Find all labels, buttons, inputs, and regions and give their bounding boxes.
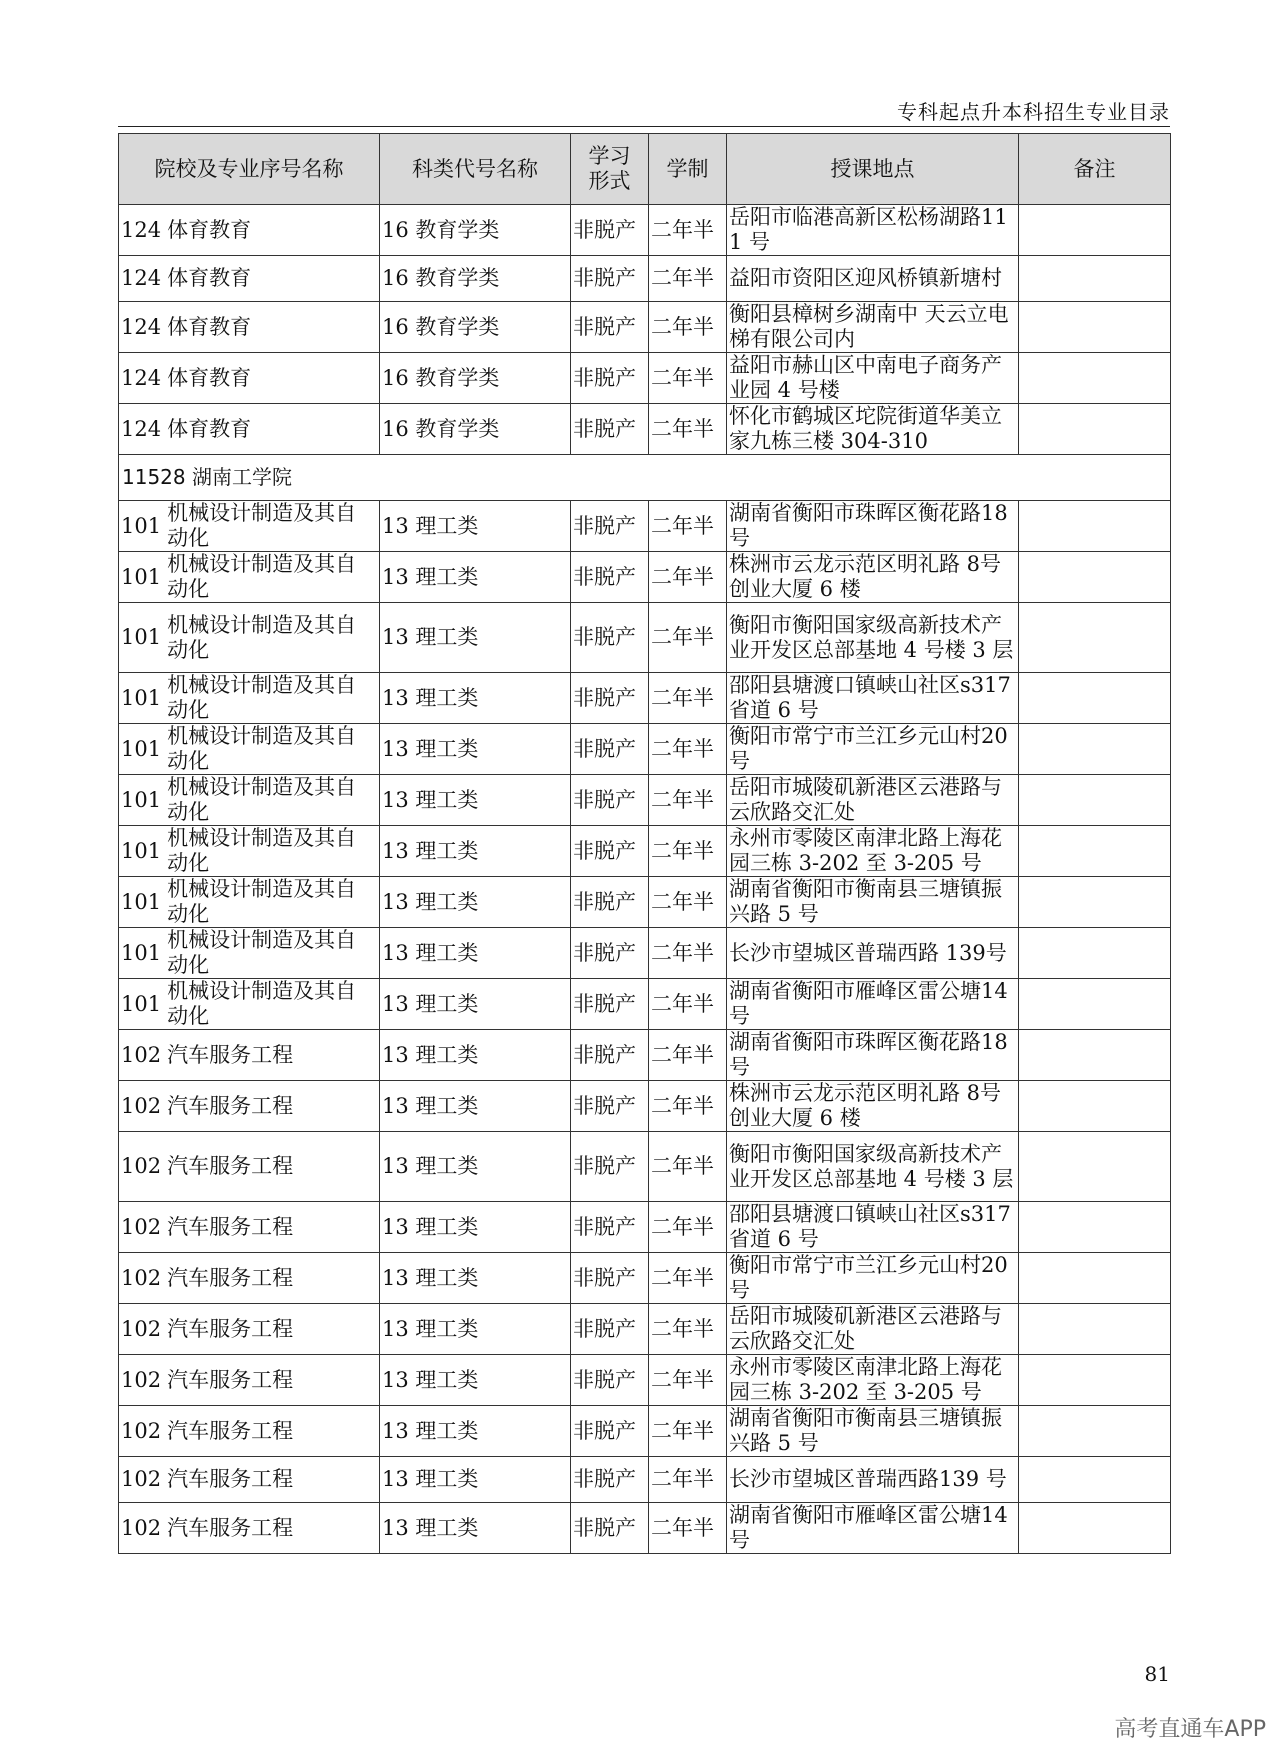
study-form-cell: 非脱产 bbox=[571, 1503, 649, 1554]
note-cell bbox=[1019, 877, 1171, 928]
duration-cell: 二年半 bbox=[649, 928, 727, 979]
study-form-cell: 非脱产 bbox=[571, 603, 649, 673]
major-name: 体育教育 bbox=[167, 416, 252, 441]
table-row bbox=[119, 1081, 1171, 1132]
running-title: 专科起点升本科招生专业目录 bbox=[897, 100, 1170, 124]
major-cell-content bbox=[121, 877, 377, 927]
major-cell bbox=[119, 205, 380, 256]
major-name: 汽车服务工程 bbox=[167, 1515, 294, 1540]
major-name: 机械设计制造及其自动化 bbox=[167, 724, 357, 773]
duration-cell: 二年半 bbox=[649, 1202, 727, 1253]
major-cell-content bbox=[121, 1094, 377, 1119]
major-cell bbox=[119, 673, 380, 724]
duration-cell: 二年半 bbox=[649, 256, 727, 302]
major-name: 机械设计制造及其自动化 bbox=[167, 979, 357, 1028]
category-cell: 16 教育学类 bbox=[380, 353, 571, 404]
note-cell bbox=[1019, 353, 1171, 404]
major-code: 102 bbox=[121, 1093, 162, 1118]
header-rule bbox=[118, 126, 1170, 127]
page-number: 81 bbox=[1144, 1662, 1170, 1686]
major-code: 102 bbox=[121, 1042, 162, 1067]
major-code: 102 bbox=[121, 1265, 162, 1290]
table-row bbox=[119, 552, 1171, 603]
major-cell bbox=[119, 928, 380, 979]
duration-cell: 二年半 bbox=[649, 673, 727, 724]
study-form-cell: 非脱产 bbox=[571, 302, 649, 353]
major-cell bbox=[119, 979, 380, 1030]
major-name: 汽车服务工程 bbox=[167, 1265, 294, 1290]
major-cell bbox=[119, 724, 380, 775]
duration-cell: 二年半 bbox=[649, 302, 727, 353]
note-cell bbox=[1019, 404, 1171, 455]
table-row bbox=[119, 1253, 1171, 1304]
location-cell: 邵阳县塘渡口镇峡山社区s317 省道 6 号 bbox=[727, 673, 1019, 724]
major-cell bbox=[119, 877, 380, 928]
duration-cell: 二年半 bbox=[649, 501, 727, 552]
study-form-cell: 非脱产 bbox=[571, 205, 649, 256]
category-cell: 13 理工类 bbox=[380, 1355, 571, 1406]
major-name: 汽车服务工程 bbox=[167, 1214, 294, 1239]
major-cell-content bbox=[121, 979, 377, 1029]
major-cell bbox=[119, 603, 380, 673]
note-cell bbox=[1019, 826, 1171, 877]
major-cell bbox=[119, 1081, 380, 1132]
location-cell: 株洲市云龙示范区明礼路 8号创业大厦 6 楼 bbox=[727, 552, 1019, 603]
note-cell bbox=[1019, 979, 1171, 1030]
major-name: 汽车服务工程 bbox=[167, 1316, 294, 1341]
major-cell bbox=[119, 256, 380, 302]
table-row bbox=[119, 256, 1171, 302]
study-form-cell: 非脱产 bbox=[571, 1081, 649, 1132]
category-cell: 16 教育学类 bbox=[380, 205, 571, 256]
major-name: 体育教育 bbox=[167, 266, 252, 290]
note-cell bbox=[1019, 1253, 1171, 1304]
note-cell bbox=[1019, 1202, 1171, 1253]
major-cell-content bbox=[121, 673, 377, 723]
duration-cell: 二年半 bbox=[649, 1132, 727, 1202]
study-form-cell: 非脱产 bbox=[571, 673, 649, 724]
study-form-cell: 非脱产 bbox=[571, 1355, 649, 1406]
major-cell-content bbox=[121, 218, 377, 243]
major-name: 体育教育 bbox=[167, 365, 252, 390]
duration-cell: 二年半 bbox=[649, 979, 727, 1030]
duration-cell: 二年半 bbox=[649, 1253, 727, 1304]
major-code: 101 bbox=[121, 625, 162, 649]
major-code: 102 bbox=[121, 1467, 162, 1491]
table-row bbox=[119, 1406, 1171, 1457]
major-code: 102 bbox=[121, 1316, 162, 1341]
study-form-cell: 非脱产 bbox=[571, 724, 649, 775]
note-cell bbox=[1019, 1132, 1171, 1202]
major-code: 124 bbox=[121, 266, 162, 290]
category-cell: 13 理工类 bbox=[380, 603, 571, 673]
col-header-category: 科类代号名称 bbox=[380, 134, 571, 205]
major-cell bbox=[119, 1030, 380, 1081]
major-cell-content bbox=[121, 613, 377, 663]
duration-cell: 二年半 bbox=[649, 205, 727, 256]
study-form-cell: 非脱产 bbox=[571, 1132, 649, 1202]
major-cell-content bbox=[121, 724, 377, 774]
table-row bbox=[119, 1503, 1171, 1554]
major-name: 汽车服务工程 bbox=[167, 1093, 294, 1118]
major-cell-content bbox=[121, 775, 377, 825]
major-code: 124 bbox=[121, 365, 162, 390]
major-name: 机械设计制造及其自动化 bbox=[167, 826, 357, 875]
major-cell-content bbox=[121, 1419, 377, 1444]
table-row bbox=[119, 302, 1171, 353]
location-cell: 湖南省衡阳市衡南县三塘镇振兴路 5 号 bbox=[727, 877, 1019, 928]
location-cell: 衡阳市常宁市兰江乡元山村20 号 bbox=[727, 1253, 1019, 1304]
major-code: 102 bbox=[121, 1515, 162, 1540]
location-cell: 怀化市鹤城区坨院街道华美立家九栋三楼 304-310 bbox=[727, 404, 1019, 455]
major-code: 101 bbox=[121, 685, 162, 710]
table-row bbox=[119, 1304, 1171, 1355]
note-cell bbox=[1019, 205, 1171, 256]
note-cell bbox=[1019, 928, 1171, 979]
note-cell bbox=[1019, 1304, 1171, 1355]
major-name: 机械设计制造及其自动化 bbox=[167, 877, 357, 926]
table-body bbox=[119, 205, 1171, 1554]
major-code: 101 bbox=[121, 889, 162, 914]
location-cell: 岳阳市临港高新区松杨湖路111 号 bbox=[727, 205, 1019, 256]
major-code: 124 bbox=[121, 314, 162, 339]
category-cell: 13 理工类 bbox=[380, 1202, 571, 1253]
duration-cell: 二年半 bbox=[649, 1030, 727, 1081]
location-cell: 衡阳市衡阳国家级高新技术产业开发区总部基地 4 号楼 3 层 bbox=[727, 1132, 1019, 1202]
location-cell: 湖南省衡阳市珠晖区衡花路18 号 bbox=[727, 1030, 1019, 1081]
major-name: 汽车服务工程 bbox=[167, 1367, 294, 1392]
location-cell: 长沙市望城区普瑞西路139 号 bbox=[727, 1457, 1019, 1503]
major-code: 101 bbox=[121, 736, 162, 761]
study-form-cell: 非脱产 bbox=[571, 1304, 649, 1355]
category-cell: 13 理工类 bbox=[380, 979, 571, 1030]
col-header-note: 备注 bbox=[1019, 134, 1171, 205]
location-cell: 衡阳市常宁市兰江乡元山村20 号 bbox=[727, 724, 1019, 775]
duration-cell: 二年半 bbox=[649, 353, 727, 404]
study-form-cell: 非脱产 bbox=[571, 353, 649, 404]
major-cell bbox=[119, 404, 380, 455]
major-code: 101 bbox=[121, 787, 162, 812]
major-name: 汽车服务工程 bbox=[167, 1154, 294, 1178]
duration-cell: 二年半 bbox=[649, 1406, 727, 1457]
table-row bbox=[119, 603, 1171, 673]
major-cell bbox=[119, 1132, 380, 1202]
study-form-cell: 非脱产 bbox=[571, 775, 649, 826]
note-cell bbox=[1019, 1406, 1171, 1457]
study-form-cell: 非脱产 bbox=[571, 928, 649, 979]
note-cell bbox=[1019, 603, 1171, 673]
category-cell: 13 理工类 bbox=[380, 1406, 571, 1457]
note-cell bbox=[1019, 1503, 1171, 1554]
major-cell bbox=[119, 1406, 380, 1457]
major-catalog-table bbox=[118, 133, 1171, 1554]
major-cell-content bbox=[121, 417, 377, 442]
table-row bbox=[119, 775, 1171, 826]
major-cell-content bbox=[121, 1368, 377, 1393]
table-row bbox=[119, 1202, 1171, 1253]
category-cell: 13 理工类 bbox=[380, 1081, 571, 1132]
major-code: 101 bbox=[121, 940, 162, 965]
duration-cell: 二年半 bbox=[649, 404, 727, 455]
major-cell-content bbox=[121, 1215, 377, 1240]
study-form-cell: 非脱产 bbox=[571, 1202, 649, 1253]
major-code: 102 bbox=[121, 1367, 162, 1392]
major-cell-content bbox=[121, 1516, 377, 1541]
duration-cell: 二年半 bbox=[649, 1457, 727, 1503]
major-name: 机械设计制造及其自动化 bbox=[167, 673, 357, 722]
col-header-study-form bbox=[571, 134, 649, 205]
col-header-duration: 学制 bbox=[649, 134, 727, 205]
table-row bbox=[119, 1132, 1171, 1202]
major-cell-content bbox=[121, 1317, 377, 1342]
major-cell bbox=[119, 1253, 380, 1304]
study-form-cell: 非脱产 bbox=[571, 1406, 649, 1457]
major-name: 体育教育 bbox=[167, 217, 252, 242]
category-cell: 13 理工类 bbox=[380, 673, 571, 724]
study-form-cell: 非脱产 bbox=[571, 1457, 649, 1503]
category-cell: 16 教育学类 bbox=[380, 404, 571, 455]
major-code: 102 bbox=[121, 1154, 162, 1178]
location-cell: 湖南省衡阳市珠晖区衡花路18 号 bbox=[727, 501, 1019, 552]
location-cell: 湖南省衡阳市衡南县三塘镇振兴路 5 号 bbox=[727, 1406, 1019, 1457]
major-cell-content bbox=[121, 1043, 377, 1068]
major-name: 机械设计制造及其自动化 bbox=[167, 775, 357, 824]
duration-cell: 二年半 bbox=[649, 775, 727, 826]
major-code: 102 bbox=[121, 1214, 162, 1239]
major-code: 102 bbox=[121, 1418, 162, 1443]
note-cell bbox=[1019, 1457, 1171, 1503]
location-cell: 益阳市赫山区中南电子商务产业园 4 号楼 bbox=[727, 353, 1019, 404]
table-row bbox=[119, 1457, 1171, 1503]
table-row bbox=[119, 404, 1171, 455]
study-form-cell: 非脱产 bbox=[571, 1030, 649, 1081]
major-name: 汽车服务工程 bbox=[167, 1467, 294, 1491]
study-form-cell: 非脱产 bbox=[571, 404, 649, 455]
table-row bbox=[119, 928, 1171, 979]
institution-row bbox=[119, 455, 1171, 501]
category-cell: 13 理工类 bbox=[380, 826, 571, 877]
major-name: 汽车服务工程 bbox=[167, 1418, 294, 1443]
table-row bbox=[119, 979, 1171, 1030]
major-name: 体育教育 bbox=[167, 314, 252, 339]
study-form-cell: 非脱产 bbox=[571, 501, 649, 552]
table-row bbox=[119, 501, 1171, 552]
major-code: 101 bbox=[121, 838, 162, 863]
major-code: 101 bbox=[121, 991, 162, 1016]
location-cell: 岳阳市城陵矶新港区云港路与云欣路交汇处 bbox=[727, 1304, 1019, 1355]
table-row bbox=[119, 205, 1171, 256]
major-cell bbox=[119, 353, 380, 404]
major-cell bbox=[119, 775, 380, 826]
category-cell: 13 理工类 bbox=[380, 1030, 571, 1081]
table-row bbox=[119, 673, 1171, 724]
major-name: 机械设计制造及其自动化 bbox=[167, 612, 357, 662]
note-cell bbox=[1019, 775, 1171, 826]
category-cell: 13 理工类 bbox=[380, 1304, 571, 1355]
major-cell bbox=[119, 501, 380, 552]
category-cell: 13 理工类 bbox=[380, 1503, 571, 1554]
note-cell bbox=[1019, 552, 1171, 603]
category-cell: 13 理工类 bbox=[380, 928, 571, 979]
location-cell: 岳阳市城陵矶新港区云港路与云欣路交汇处 bbox=[727, 775, 1019, 826]
table-row bbox=[119, 724, 1171, 775]
major-cell-content bbox=[121, 1154, 377, 1179]
study-form-cell: 非脱产 bbox=[571, 256, 649, 302]
location-cell: 益阳市资阳区迎风桥镇新塘村 bbox=[727, 256, 1019, 302]
duration-cell: 二年半 bbox=[649, 877, 727, 928]
header-row bbox=[119, 134, 1171, 205]
major-cell-content bbox=[121, 928, 377, 978]
duration-cell: 二年半 bbox=[649, 552, 727, 603]
study-form-cell: 非脱产 bbox=[571, 826, 649, 877]
major-cell-content bbox=[121, 366, 377, 391]
location-cell: 永州市零陵区南津北路上海花园三栋 3-202 至 3-205 号 bbox=[727, 826, 1019, 877]
location-cell: 衡阳县樟树乡湖南中 天云立电梯有限公司内 bbox=[727, 302, 1019, 353]
note-cell bbox=[1019, 673, 1171, 724]
major-cell-content bbox=[121, 552, 377, 602]
location-cell: 株洲市云龙示范区明礼路 8号创业大厦 6 楼 bbox=[727, 1081, 1019, 1132]
location-cell: 湖南省衡阳市雁峰区雷公塘14 号 bbox=[727, 979, 1019, 1030]
major-cell-content bbox=[121, 266, 377, 291]
category-cell: 13 理工类 bbox=[380, 724, 571, 775]
duration-cell: 二年半 bbox=[649, 1081, 727, 1132]
major-name: 机械设计制造及其自动化 bbox=[167, 928, 357, 977]
major-cell bbox=[119, 1355, 380, 1406]
major-cell-content bbox=[121, 1266, 377, 1291]
location-cell: 衡阳市衡阳国家级高新技术产业开发区总部基地 4 号楼 3 层 bbox=[727, 603, 1019, 673]
col-header-location: 授课地点 bbox=[727, 134, 1019, 205]
major-cell bbox=[119, 552, 380, 603]
major-cell bbox=[119, 826, 380, 877]
location-cell: 永州市零陵区南津北路上海花园三栋 3-202 至 3-205 号 bbox=[727, 1355, 1019, 1406]
table-row bbox=[119, 1355, 1171, 1406]
duration-cell: 二年半 bbox=[649, 724, 727, 775]
major-cell bbox=[119, 1202, 380, 1253]
category-cell: 13 理工类 bbox=[380, 552, 571, 603]
study-form-cell: 非脱产 bbox=[571, 552, 649, 603]
major-cell bbox=[119, 1457, 380, 1503]
table-row bbox=[119, 353, 1171, 404]
location-cell: 邵阳县塘渡口镇峡山社区s317 省道 6 号 bbox=[727, 1202, 1019, 1253]
major-cell-content bbox=[121, 1467, 377, 1492]
note-cell bbox=[1019, 724, 1171, 775]
major-code: 101 bbox=[121, 513, 162, 538]
major-code: 124 bbox=[121, 217, 162, 242]
major-code: 101 bbox=[121, 564, 162, 589]
table-row bbox=[119, 1030, 1171, 1081]
note-cell bbox=[1019, 1030, 1171, 1081]
duration-cell: 二年半 bbox=[649, 1304, 727, 1355]
study-form-cell: 非脱产 bbox=[571, 979, 649, 1030]
major-code: 124 bbox=[121, 416, 162, 441]
major-cell-content bbox=[121, 501, 377, 551]
duration-cell: 二年半 bbox=[649, 1355, 727, 1406]
category-cell: 16 教育学类 bbox=[380, 302, 571, 353]
major-name: 机械设计制造及其自动化 bbox=[167, 501, 357, 550]
category-cell: 13 理工类 bbox=[380, 775, 571, 826]
major-cell bbox=[119, 1304, 380, 1355]
institution-name: 11528 湖南工学院 bbox=[119, 455, 1171, 501]
major-name: 汽车服务工程 bbox=[167, 1042, 294, 1067]
col-header-study-form-line1: 学习 bbox=[588, 144, 631, 168]
table-row bbox=[119, 877, 1171, 928]
major-cell-content bbox=[121, 315, 377, 340]
table-header bbox=[119, 134, 1171, 205]
note-cell bbox=[1019, 501, 1171, 552]
category-cell: 13 理工类 bbox=[380, 501, 571, 552]
category-cell: 13 理工类 bbox=[380, 1457, 571, 1503]
category-cell: 13 理工类 bbox=[380, 1253, 571, 1304]
study-form-cell: 非脱产 bbox=[571, 1253, 649, 1304]
col-header-study-form-line2: 形式 bbox=[588, 169, 631, 193]
note-cell bbox=[1019, 1355, 1171, 1406]
major-cell-content bbox=[121, 826, 377, 876]
major-name: 机械设计制造及其自动化 bbox=[167, 552, 357, 601]
duration-cell: 二年半 bbox=[649, 826, 727, 877]
note-cell bbox=[1019, 1081, 1171, 1132]
location-cell: 湖南省衡阳市雁峰区雷公塘14 号 bbox=[727, 1503, 1019, 1554]
study-form-cell: 非脱产 bbox=[571, 877, 649, 928]
category-cell: 13 理工类 bbox=[380, 877, 571, 928]
location-cell: 长沙市望城区普瑞西路 139号 bbox=[727, 928, 1019, 979]
note-cell bbox=[1019, 256, 1171, 302]
major-cell bbox=[119, 302, 380, 353]
duration-cell: 二年半 bbox=[649, 603, 727, 673]
major-cell bbox=[119, 1503, 380, 1554]
table-row bbox=[119, 826, 1171, 877]
note-cell bbox=[1019, 302, 1171, 353]
col-header-major: 院校及专业序号名称 bbox=[119, 134, 380, 205]
category-cell: 13 理工类 bbox=[380, 1132, 571, 1202]
watermark: 高考直通车APP bbox=[1114, 1717, 1266, 1742]
category-cell: 16 教育学类 bbox=[380, 256, 571, 302]
duration-cell: 二年半 bbox=[649, 1503, 727, 1554]
